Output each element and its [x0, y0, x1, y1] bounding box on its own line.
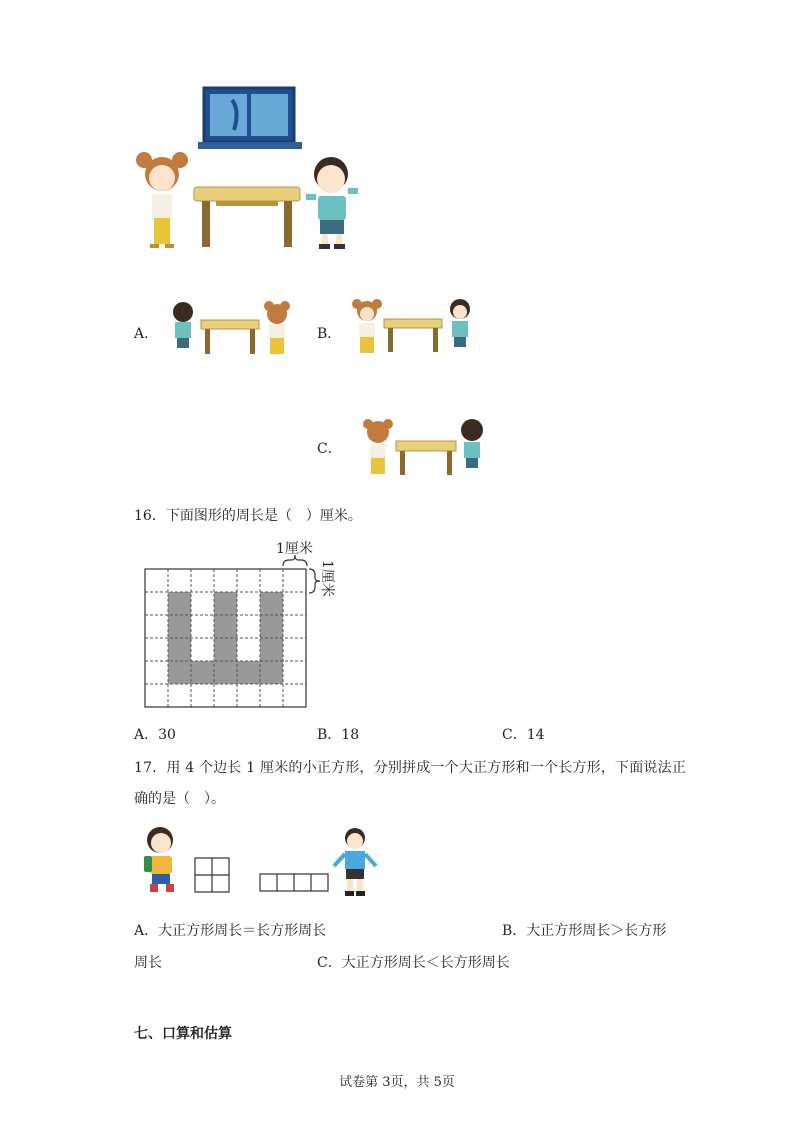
unit-label-top: 1厘米: [276, 541, 313, 557]
q15-option-c-label[interactable]: C．: [317, 441, 342, 457]
q16-option-a[interactable]: A．30: [134, 727, 176, 743]
boy-with-backpack-figure: [140, 826, 186, 894]
q16-option-b[interactable]: B．18: [317, 727, 360, 743]
unit-label-side: 1厘米: [319, 560, 335, 597]
q15-option-a-label[interactable]: A．: [134, 326, 159, 342]
table-illustration: [192, 185, 302, 249]
q15-option-b-image[interactable]: [348, 296, 478, 356]
big-square-figure: [193, 856, 231, 894]
boy-in-uniform-figure: [330, 826, 380, 898]
q17-stem-line1: 17．用 4 个边长 1 厘米的小正方形，分别拼成一个大正方形和一个长方形，下面说法正: [134, 760, 687, 776]
q17-option-c[interactable]: C．大正方形周长＜长方形周长: [317, 955, 510, 971]
q17-option-a[interactable]: A．大正方形周长＝长方形周长: [134, 923, 327, 939]
q15-option-c-image[interactable]: [358, 416, 492, 478]
rectangle-figure: [258, 872, 330, 894]
section-title: 七、口算和估算: [134, 1026, 232, 1042]
boy-figure: [304, 152, 362, 250]
page-footer: 试卷第 3页，共 5页: [339, 1075, 455, 1090]
q15-option-a-image[interactable]: [165, 300, 295, 358]
q17-option-b[interactable]: B．大正方形周长＞长方形: [502, 923, 667, 939]
q16-stem: 16．下面图形的周长是（ ）厘米。: [134, 508, 362, 524]
girl-figure: [134, 150, 190, 250]
q16-option-c[interactable]: C．14: [502, 727, 545, 743]
q15-option-b-label[interactable]: B．: [317, 326, 342, 342]
window-illustration: [198, 86, 302, 152]
q17-option-b-continued: 周长: [134, 955, 162, 971]
q17-stem-line2: 确的是（ ）。: [134, 791, 225, 807]
